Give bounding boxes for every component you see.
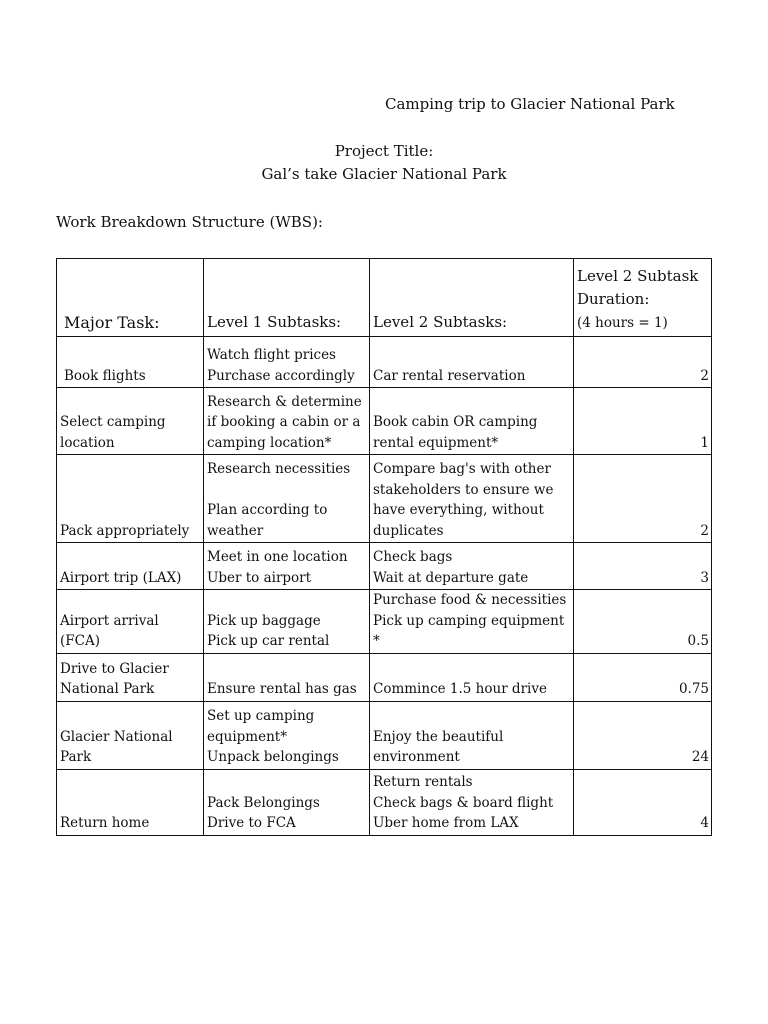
- level2-cell: Book cabin OR camping rental equipment*: [370, 388, 574, 455]
- duration-cell: 1: [574, 388, 712, 455]
- header-duration: [574, 259, 712, 337]
- duration-cell: 24: [574, 701, 712, 769]
- table-header-row: [57, 259, 712, 337]
- duration-cell: 0.75: [574, 653, 712, 701]
- level2-cell: Commince 1.5 hour drive: [370, 653, 574, 701]
- level2-cell: Enjoy the beautiful environment: [370, 701, 574, 769]
- table-row: [57, 543, 712, 590]
- project-title: Gal’s take Glacier National Park: [261, 165, 507, 183]
- major-task-cell: Book flights: [57, 337, 204, 388]
- major-task-cell: Airport arrival (FCA): [57, 590, 204, 654]
- table-row: [57, 337, 712, 388]
- level1-cell: Ensure rental has gas: [204, 653, 370, 701]
- level1-cell: Set up camping equipment* Unpack belongings: [204, 701, 370, 769]
- wbs-table: [56, 258, 712, 836]
- table-row: [57, 653, 712, 701]
- header-major-task: Major Task:: [57, 259, 204, 337]
- level2-cell: Return rentals Check bags & board flight Uber home from LAX: [370, 769, 574, 835]
- table-row: [57, 455, 712, 543]
- major-task-cell: Select camping location: [57, 388, 204, 455]
- level1-cell: Research & determine if booking a cabin or a camping location*: [204, 388, 370, 455]
- table-row: [57, 701, 712, 769]
- major-task-cell: Glacier National Park: [57, 701, 204, 769]
- major-task-cell: Pack appropriately: [57, 455, 204, 543]
- level2-cell: Check bags Wait at departure gate: [370, 543, 574, 590]
- level1-cell: Pick up baggage Pick up car rental: [204, 590, 370, 654]
- table-row: [57, 590, 712, 654]
- header-duration-note: (4 hours = 1): [577, 315, 668, 331]
- level1-cell: Pack Belongings Drive to FCA: [204, 769, 370, 835]
- header-level1-subtasks: Level 1 Subtasks:: [204, 259, 370, 337]
- major-task-cell: Airport trip (LAX): [57, 543, 204, 590]
- duration-cell: 3: [574, 543, 712, 590]
- duration-cell: 0.5: [574, 590, 712, 654]
- level1-cell: Research necessities Plan according to weather: [204, 455, 370, 543]
- level1-cell: Watch flight prices Purchase accordingly: [204, 337, 370, 388]
- header-duration-label: Level 2 Subtask Duration:: [577, 267, 699, 308]
- wbs-heading: Work Breakdown Structure (WBS):: [56, 213, 323, 231]
- header-level2-subtasks: Level 2 Subtasks:: [370, 259, 574, 337]
- level2-cell: Compare bag's with other stakeholders to ensure we have everything, without duplicates: [370, 455, 574, 543]
- duration-cell: 2: [574, 455, 712, 543]
- duration-cell: 4: [574, 769, 712, 835]
- major-task-cell: Drive to Glacier National Park: [57, 653, 204, 701]
- major-task-cell: Return home: [57, 769, 204, 835]
- table-row: [57, 388, 712, 455]
- document-title: Camping trip to Glacier National Park: [385, 95, 675, 113]
- level2-cell: Purchase food & necessities Pick up camping equipment *: [370, 590, 574, 654]
- table-row: [57, 769, 712, 835]
- level1-cell: Meet in one location Uber to airport: [204, 543, 370, 590]
- project-title-label: Project Title:: [334, 142, 434, 160]
- duration-cell: 2: [574, 337, 712, 388]
- level2-cell: Car rental reservation: [370, 337, 574, 388]
